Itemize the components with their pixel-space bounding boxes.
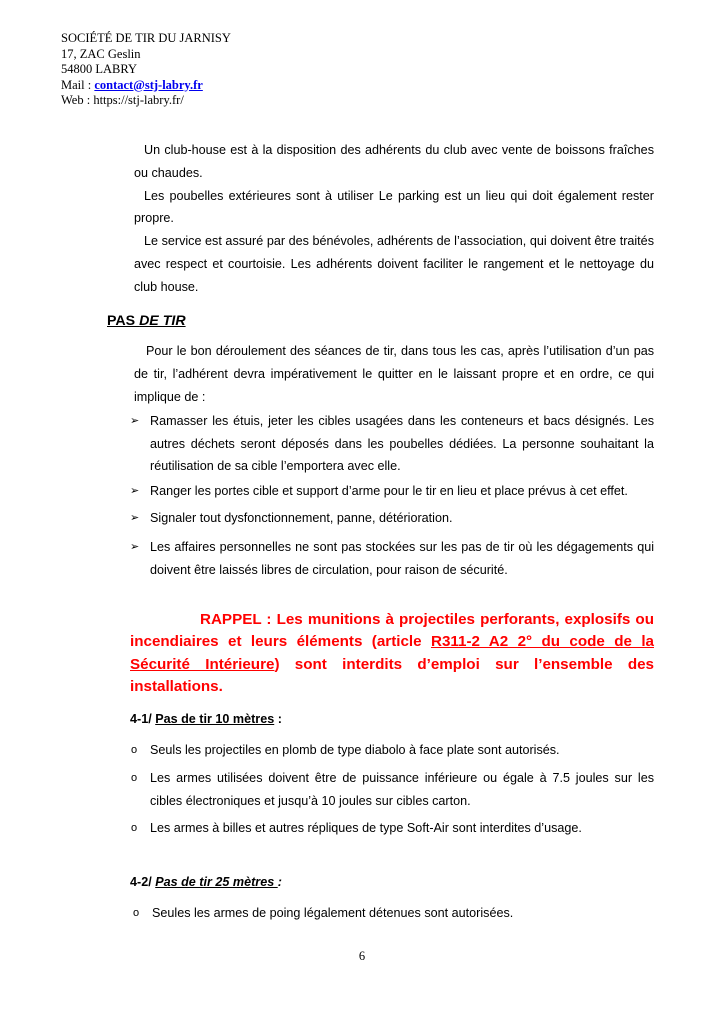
subsection-title-text: Pas de tir 25 mètres (155, 875, 278, 889)
list-item (131, 817, 654, 840)
subsection-suffix: : (277, 875, 282, 889)
list-item (130, 410, 654, 478)
list-item-text: Seuls les projectiles en plomb de type diabolo à face plate sont autorisés. (150, 743, 560, 757)
circle-bullet-icon: o (131, 772, 138, 784)
list-item-text: Les armes utilisées doivent être de puissance inférieure ou égale à 7.5 joules sur les cibles électroniques et jusqu’à 10 joules sur cibles carton. (150, 771, 654, 808)
mail-label: Mail : (61, 77, 95, 92)
web-line: Web : https://stj-labry.fr/ (61, 93, 184, 107)
clubhouse-paragraph-3: Le service est assuré par des bénévoles, adhérents de l’association, qui doivent être traités avec respect et courtoisie. Les adhérents doivent faciliter le rangement et le nettoyage du club house. (134, 234, 654, 294)
subsection-title-4-1 (130, 712, 282, 726)
subsection-title-4-2 (130, 875, 282, 889)
section-title-pas-de-tir (107, 313, 186, 329)
rappel-article-reference: R311-2 A2 2° du code de la Sécurité Intérieure (130, 633, 654, 673)
clubhouse-paragraph-2: Les poubelles extérieures sont à utiliser Le parking est un lieu qui doit également rester propre. (134, 188, 654, 226)
subsection-title-text: Pas de tir 10 mètres (155, 712, 275, 726)
arrow-bullet-icon: ➢ (130, 541, 140, 553)
circle-bullet-icon: o (133, 907, 140, 919)
list-item-text: Les armes à billes et autres répliques de type Soft-Air sont interdites d’usage. (150, 821, 582, 835)
rappel-text-2: ) sont interdits d’emploi sur l’ensemble des installations. (130, 655, 654, 695)
circle-bullet-icon: o (131, 822, 138, 834)
list-item (130, 536, 654, 581)
pas-de-tir-intro: Pour le bon déroulement des séances de tir, dans tous les cas, après l’utilisation d’un pas de tir, l’adhérent devra impérativement le quitter en le laissant propre et en ordre, ce qui implique de : (134, 344, 654, 404)
arrow-bullet-icon: ➢ (130, 415, 140, 427)
club-name: SOCIÉTÉ DE TIR DU JARNISY (61, 31, 231, 45)
subsection-number: 4-2/ (130, 875, 156, 889)
address-city: 54800 LABRY (61, 62, 138, 76)
clubhouse-section (134, 139, 654, 299)
subsection-number: 4-1/ (130, 712, 156, 726)
list-item (131, 767, 654, 812)
address-street: 17, ZAC Geslin (61, 46, 141, 61)
list-item-text: Signaler tout dysfonctionnement, panne, détérioration. (150, 511, 453, 525)
mail-link[interactable]: contact@stj-labry.fr (94, 77, 203, 92)
subsection-suffix: : (274, 712, 282, 726)
arrow-bullet-icon: ➢ (130, 512, 140, 524)
list-item-text: Ramasser les étuis, jeter les cibles usagées dans les conteneurs et bacs désignés. Les autres déchets seront déposés dans les poubelles dédiées. La personne souhaitant la réutilisation de sa cible l’emportera avec elle. (150, 414, 654, 473)
list-item-text: Les affaires personnelles ne sont pas stockées sur les pas de tir où les dégagements qui doivent être laissés libres de circulation, pour raison de sécurité. (150, 540, 654, 577)
mail-line (61, 78, 231, 94)
section-title-part-b: DE TIR (139, 313, 186, 329)
page-number: 6 (358, 949, 366, 963)
rappel-notice (130, 609, 654, 698)
circle-bullet-icon: o (131, 744, 138, 756)
list-item (133, 902, 656, 925)
list-item-text: Ranger les portes cible et support d’arme pour le tir en lieu et place prévus à cet effet. (150, 484, 628, 498)
clubhouse-paragraph-1: Un club-house est à la disposition des adhérents du club avec vente de boissons fraîches ou chaudes. (134, 143, 654, 180)
list-item (131, 739, 654, 762)
rappel-text-1: RAPPEL : Les munitions à projectiles perforants, explosifs ou incendiaires et leurs éléments (article (130, 611, 654, 651)
list-item (130, 480, 654, 503)
section-title-part-a: PAS (107, 313, 140, 329)
pas-de-tir-intro-block (134, 340, 654, 408)
list-item-text: Seules les armes de poing légalement détenues sont autorisées. (152, 906, 514, 920)
list-item (130, 507, 654, 530)
letterhead (61, 31, 231, 109)
arrow-bullet-icon: ➢ (130, 485, 140, 497)
